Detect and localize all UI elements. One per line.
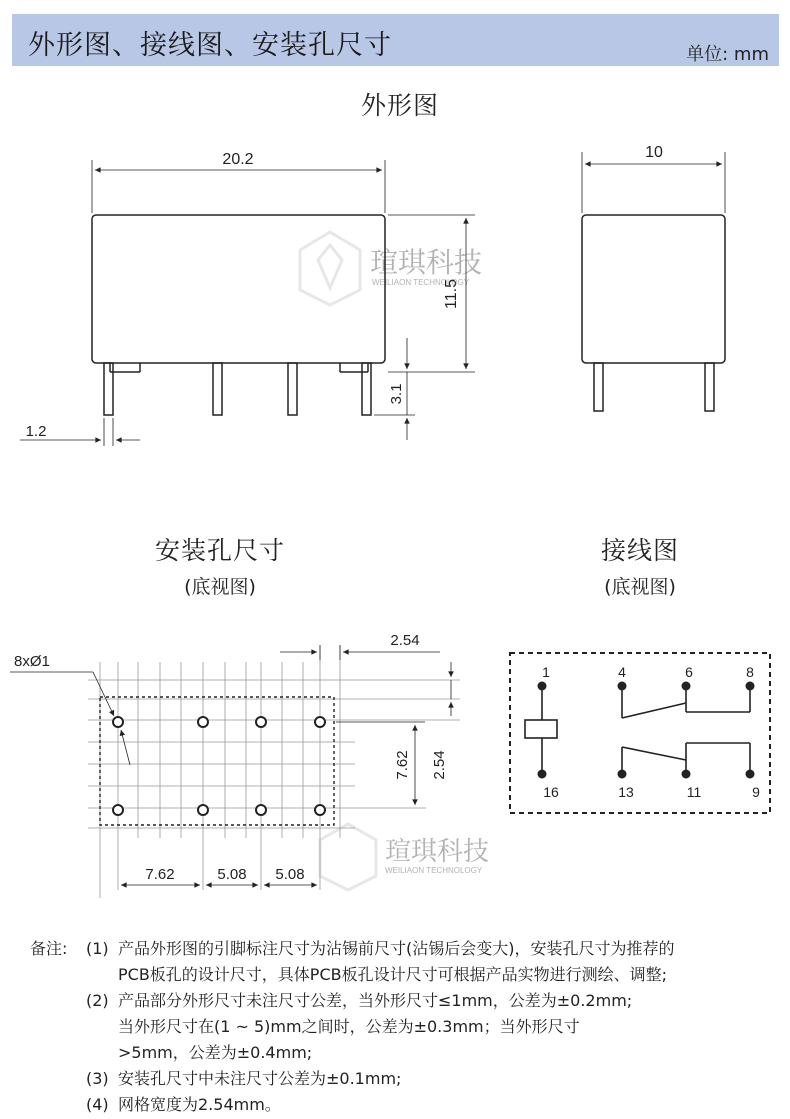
- mount-hole: [198, 717, 208, 727]
- mount-hole: [198, 805, 208, 815]
- mounting-subtitle: (底视图): [184, 576, 256, 598]
- pin-front-2: [213, 363, 222, 415]
- note-item: [30, 1040, 780, 1066]
- watermark-bottom: [320, 824, 489, 890]
- dim-bottom-2-label: 5.08: [217, 866, 247, 883]
- mount-hole: [256, 805, 266, 815]
- pin-label-4: 4: [618, 664, 626, 680]
- mounting-title: 安装孔尺寸: [154, 536, 285, 565]
- dim-pin-length-label: 3.1: [388, 383, 405, 405]
- wiring-title: 接线图: [600, 536, 679, 565]
- note-line: 当外形尺寸在(1 ~ 5)mm之间时，公差为±0.3mm；当外形尺寸: [118, 1017, 580, 1036]
- dim-row-spacing-label: 7.62: [394, 750, 411, 780]
- note-item: [30, 936, 780, 962]
- pin-front-4: [362, 363, 371, 415]
- note-item: [30, 1066, 780, 1092]
- dim-pitch-top-label: 2.54: [390, 632, 420, 649]
- note-line: 安装孔尺寸中未注尺寸公差为±0.1mm;: [118, 1069, 402, 1088]
- note-item: [30, 988, 780, 1014]
- note-line: 网格宽度为2.54mm。: [118, 1095, 281, 1114]
- pin-label-8: 8: [746, 664, 754, 680]
- dim-depth-label: 10: [645, 144, 663, 161]
- relay-body-side: [582, 215, 725, 363]
- dim-bottom-1-label: 7.62: [145, 866, 175, 883]
- dim-pin-offset-label: 1.2: [25, 423, 47, 440]
- wiring-subtitle: (底视图): [604, 576, 676, 598]
- pin-side-1: [594, 363, 603, 411]
- wiring-pin-dots: [538, 682, 755, 779]
- note-number: (4): [86, 1095, 109, 1114]
- pin-label-6: 6: [685, 664, 693, 680]
- dim-bottom-3-label: 5.08: [275, 866, 305, 883]
- note-line: >5mm，公差为±0.4mm;: [118, 1043, 313, 1062]
- mount-hole: [113, 717, 123, 727]
- pin-front-1: [104, 363, 113, 415]
- pin-label-11: 11: [686, 784, 702, 800]
- note-line: 产品部分外形尺寸未注尺寸公差，当外形尺寸≤1mm，公差为±0.2mm;: [118, 991, 633, 1010]
- pin-front-3: [288, 363, 297, 415]
- pin-label-13: 13: [618, 784, 634, 800]
- pin-label-9: 9: [752, 784, 760, 800]
- watermark-text-en: WEILIAON TECHNOLOGY: [372, 278, 470, 287]
- mounting-outline-dashed: [100, 697, 334, 825]
- outline-title: 外形图: [360, 91, 439, 120]
- note-item: [30, 962, 780, 988]
- pin-label-1: 1: [542, 664, 550, 680]
- note-item: [30, 1014, 780, 1040]
- unit-label: 单位: mm: [686, 44, 769, 65]
- wiring-diagram: [525, 686, 750, 774]
- note-number: (3): [86, 1069, 109, 1088]
- dim-height-label: 11.5: [443, 279, 460, 309]
- note-number: (2): [86, 991, 109, 1010]
- note-line: 产品外形图的引脚标注尺寸为沾锡前尺寸(沾锡后会变大)，安装孔尺寸为推荐的: [118, 939, 675, 958]
- note-item: [30, 1092, 780, 1118]
- page-title: 外形图、接线图、安装孔尺寸: [28, 30, 392, 61]
- watermark-text-en: WEILIAON TECHNOLOGY: [385, 866, 483, 875]
- notes-section: [30, 936, 780, 1118]
- dim-width-label: 20.2: [222, 151, 254, 168]
- mount-hole: [315, 717, 325, 727]
- pin-side-2: [705, 363, 714, 411]
- pin-label-16: 16: [543, 784, 559, 800]
- coil-symbol: [525, 720, 557, 738]
- mounting-holes: [113, 717, 325, 815]
- dim-grid-side-label: 2.54: [431, 750, 448, 780]
- outline-front-view: [92, 215, 385, 415]
- outline-side-view: [582, 215, 725, 411]
- watermark-text: 瑄琪科技: [385, 836, 490, 866]
- watermark-logo-icon: [300, 232, 360, 305]
- hole-count-label: 8xØ1: [14, 653, 50, 670]
- mount-hole: [315, 805, 325, 815]
- note-line: PCB板孔的设计尺寸，具体PCB板孔设计尺寸可根据产品实物进行测绘、调整;: [118, 965, 667, 984]
- mount-hole: [113, 805, 123, 815]
- watermark-text: 瑄琪科技: [370, 247, 483, 278]
- mount-hole: [256, 717, 266, 727]
- watermark-logo-icon: [320, 824, 376, 890]
- notes-prefix: 备注:: [30, 939, 68, 958]
- note-number: (1): [86, 939, 109, 958]
